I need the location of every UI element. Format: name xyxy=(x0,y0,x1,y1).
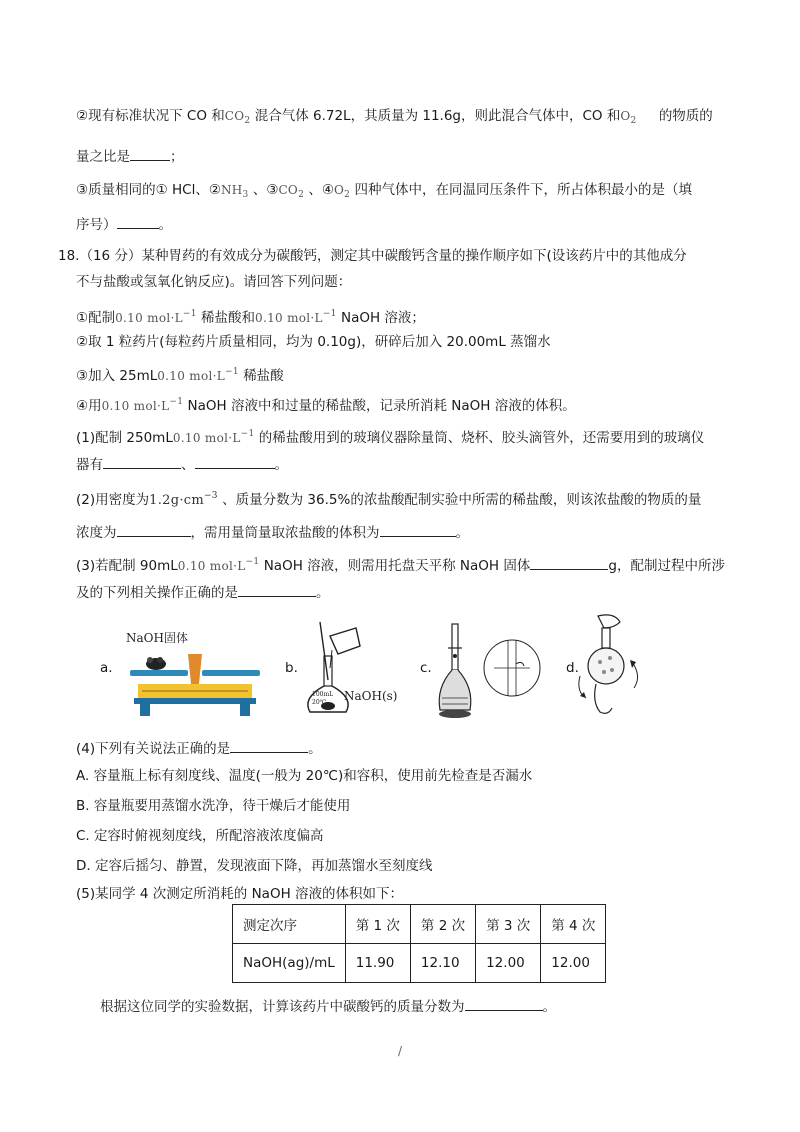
table-header-cell: 第 2 次 xyxy=(410,905,475,944)
table-row-label: NaOH(ag)/mL xyxy=(233,944,346,983)
figure-b-flask-temp: 20℃ xyxy=(312,699,327,706)
q18-sub3-line2: 及的下列相关操作正确的是 。 xyxy=(76,582,330,603)
figure-b-text: NaOH(s) xyxy=(344,689,398,703)
q18-sub2-line1: (2)用密度为$1.2g\cdot cm^{-3}$ 、质量分数为 36.5%的浓盐酸配制实验中所需的稀盐酸，则该浓盐酸的物质的量 xyxy=(76,491,702,508)
q18-sub1-line2: 器有 、 。 xyxy=(76,454,288,475)
table-header-row xyxy=(233,905,606,944)
table-row xyxy=(233,944,606,983)
q18-sub1-line1: (1)配制 250mL0.10 $mol\cdot L^{-1}$ 的稀盐酸用到的玻璃仪器除量筒、烧杯、胶头滴管外，还需要用到的玻璃仪 xyxy=(76,429,705,446)
q18-sub5: (5)某同学 4 次测定所消耗的 NaOH 溶液的体积如下： xyxy=(76,886,404,902)
figure-b-flask-volume: 100mL xyxy=(312,691,334,698)
answer-blank[interactable] xyxy=(117,214,159,229)
q18-intro-line1: 18.（16 分）某种胃药的有效成分为碳酸钙，测定其中碳酸钙含量的操作顺序如下(设该药片中的其他成分 xyxy=(58,248,687,264)
figure-b-flask xyxy=(298,620,408,720)
answer-blank[interactable] xyxy=(103,454,181,469)
answer-blank[interactable] xyxy=(230,738,308,753)
figure-a-label: a. xyxy=(100,660,113,676)
q17-part3-line2: 序号） 。 xyxy=(76,214,172,235)
q18-sub3-line1: (3)若配制 90mL0.10 $mol\cdot L^{-1}$ NaOH 溶液，则需用托盘天平称 NaOH 固体 g，配制过程中所涉 xyxy=(76,557,725,574)
option-b: B. 容量瓶要用蒸馏水洗净，待干燥后才能使用 xyxy=(76,798,351,814)
answer-blank[interactable] xyxy=(130,146,170,161)
figure-d-shaking-flask xyxy=(574,612,654,722)
figure-c-label: c. xyxy=(420,660,432,676)
table-cell: 12.10 xyxy=(410,944,475,983)
q18-step4: ④用0.10 $mol\cdot L^{-1}$ NaOH 溶液中和过量的稀盐酸，记录所消耗 NaOH 溶液的体积。 xyxy=(76,397,576,414)
option-d: D. 定容后摇匀、静置，发现液面下降，再加蒸馏水至刻度线 xyxy=(76,858,433,874)
results-table xyxy=(232,904,606,983)
q17-part2-line1: ②现有标准状况下 CO 和$CO_2$ 混合气体 6.72L，其质量为 11.6g，则此混合气体中，CO 和$O_2$ 的物质的 xyxy=(76,108,713,126)
table-cell: 12.00 xyxy=(476,944,541,983)
answer-blank[interactable] xyxy=(117,522,191,537)
table-header-cell: 第 1 次 xyxy=(345,905,410,944)
figure-b-label: b. xyxy=(285,660,298,676)
answer-blank[interactable] xyxy=(530,555,608,570)
answer-blank[interactable] xyxy=(195,454,275,469)
table-header-cell: 第 3 次 xyxy=(476,905,541,944)
page-number: / xyxy=(398,1044,403,1058)
option-c: C. 定容时俯视刻度线，所配溶液浓度偏高 xyxy=(76,828,324,844)
figure-d-label: d. xyxy=(566,660,579,676)
q18-final: 根据这位同学的实验数据，计算该药片中碳酸钙的质量分数为 。 xyxy=(100,996,556,1017)
q18-step1: ①配制0.10 $mol\cdot L^{-1}$ 稀盐酸和0.10 $mol\cdot L^{-1}$ NaOH 溶液； xyxy=(76,309,425,326)
q18-step3: ③加入 25mL0.10 $mol\cdot L^{-1}$ 稀盐酸 xyxy=(76,367,284,384)
option-a: A. 容量瓶上标有刻度线、温度(一般为 20℃)和容积，使用前先检查是否漏水 xyxy=(76,768,533,784)
figure-a-text: NaOH固体 xyxy=(126,631,188,645)
answer-blank[interactable] xyxy=(238,582,316,597)
table-cell: 11.90 xyxy=(345,944,410,983)
q18-intro-line2: 不与盐酸或氢氧化钠反应)。请回答下列问题： xyxy=(76,274,352,290)
q18-step2: ②取 1 粒药片(每粒药片质量相同，均为 0.10g)，研碎后加入 20.00mL 蒸馏水 xyxy=(76,334,551,350)
answer-blank[interactable] xyxy=(465,996,543,1011)
q17-part2-line2: 量之比是 ； xyxy=(76,146,184,167)
figure-a-balance xyxy=(120,626,270,726)
table-header-cell: 第 4 次 xyxy=(541,905,606,944)
answer-blank[interactable] xyxy=(380,522,456,537)
figure-c-volumetric-flask xyxy=(432,620,548,724)
table-header-cell: 测定次序 xyxy=(233,905,346,944)
table-cell: 12.00 xyxy=(541,944,606,983)
q17-part3-line1: ③质量相同的① HCl、$②NH_3$ 、$③CO_2$ 、$④O_2$ 四种气体中，在同温同压条件下，所占体积最小的是（填 xyxy=(76,182,692,200)
q18-sub4: (4)下列有关说法正确的是 。 xyxy=(76,738,322,759)
q18-sub2-line2: 浓度为 ，需用量筒量取浓盐酸的体积为 。 xyxy=(76,522,469,543)
